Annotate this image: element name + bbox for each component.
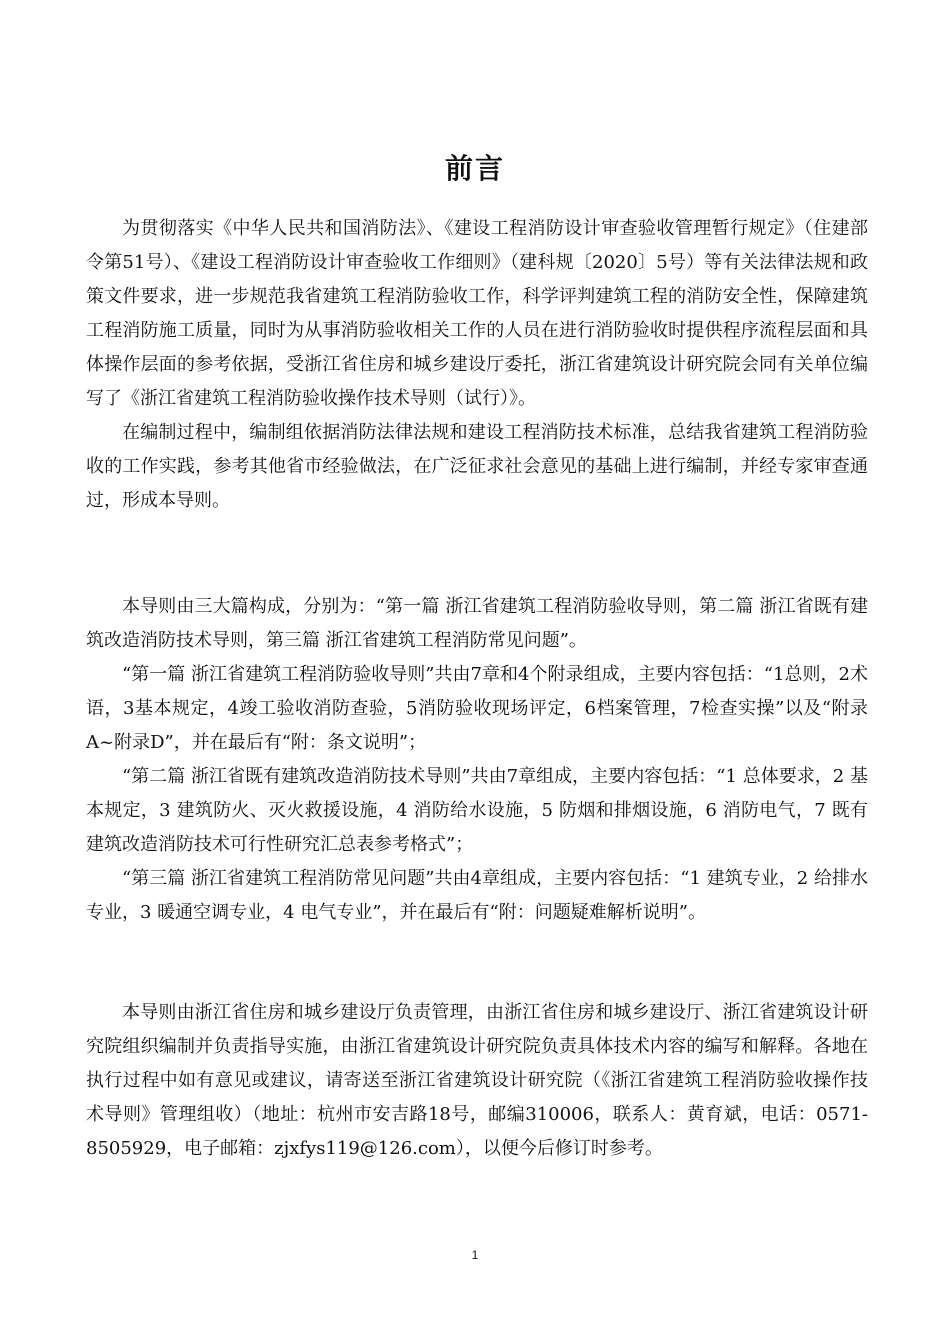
paragraph-purpose: 为贯彻落实《中华人民共和国消防法》、《建设工程消防设计审查验收管理暂行规定》（住建部令第51号）、《建设工程消防设计审查验收工作细则》（建科规〔2020〕5号）等有关法律法规和政策文件要求，进一步规范我省建筑工程消防验收工作，科学评判建筑工程的消防安全性，保障建筑工程消防施工质量，同时为从事消防验收相关工作的人员在进行消防验收时提供程序流程层面和具体操作层面的参考依据，受浙江省住房和城乡建设厅委托，浙江省建筑设计研究院会同有关单位编写了《浙江省建筑工程消防验收操作技术导则（试行）》。 xyxy=(86,218,868,409)
page-number: 1 xyxy=(471,1248,479,1262)
paragraph-part-one: “第一篇 浙江省建筑工程消防验收导则”共由7章和4个附录组成，主要内容包括：“1总则，2术语，3基本规定，4竣工验收消防查验，5消防验收现场评定，6档案管理，7检查实操”以及“附录A~附录D”，并在最后有“附：条文说明”； xyxy=(86,664,868,753)
paragraph-management-contact: 本导则由浙江省住房和城乡建设厅负责管理，由浙江省住房和城乡建设厅、浙江省建筑设计研究院组织编制并负责指导实施，由浙江省建筑设计研究院负责具体技术内容的编写和解释。各地在执行过程中如有意见或建议，请寄送至浙江省建筑设计研究院（《浙江省建筑工程消防验收操作技术导则》管理组收）（地址：杭州市安吉路18号，邮编310006，联系人：黄育斌，电话：0571-8505929，电子邮箱：zjxfys119@126.com），以便今后修订时参考。 xyxy=(86,1002,868,1159)
structure-section xyxy=(86,590,868,930)
paragraph-part-two: “第二篇 浙江省既有建筑改造消防技术导则”共由7章组成，主要内容包括：“1 总体要求，2 基本规定，3 建筑防火、灭火救援设施，4 消防给水设施，5 防烟和排烟设施，6 消防电气，7 既有建筑改造消防技术可行性研究汇总表参考格式”； xyxy=(86,766,868,855)
page-title: 前言 xyxy=(444,151,505,185)
paragraph-part-three: “第三篇 浙江省建筑工程消防常见问题”共由4章组成，主要内容包括：“1 建筑专业，2 给排水专业，3 暖通空调专业，4 电气专业”，并在最后有“附：问题疑难解析说明”。 xyxy=(86,868,868,923)
paragraph-structure: 本导则由三大篇构成，分别为：“第一篇 浙江省建筑工程消防验收导则，第二篇 浙江省既有建筑改造消防技术导则，第三篇 浙江省建筑工程消防常见问题”。 xyxy=(86,596,868,651)
paragraph-compilation: 在编制过程中，编制组依据消防法律法规和建设工程消防技术标准，总结我省建筑工程消防验收的工作实践，参考其他省市经验做法，在广泛征求社会意见的基础上进行编制，并经专家审查通过，形成本导则。 xyxy=(86,422,868,511)
management-section xyxy=(86,996,868,1166)
intro-section xyxy=(86,212,868,518)
